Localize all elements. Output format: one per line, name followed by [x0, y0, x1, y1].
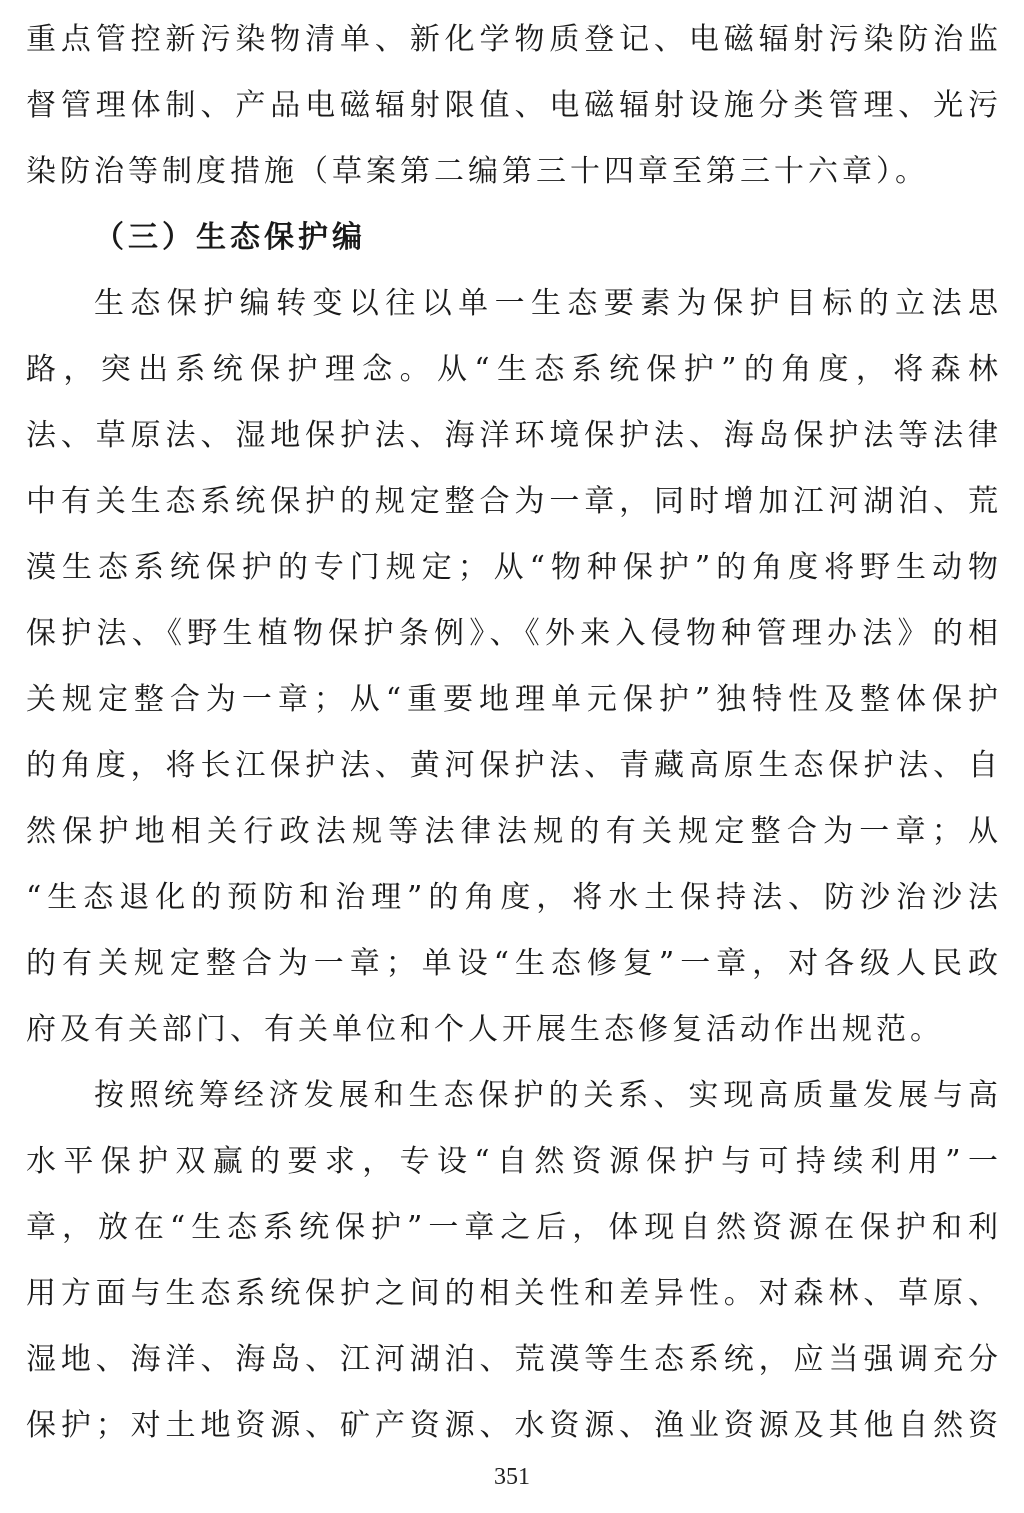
- text-line: 的角度，将长江保护法、黄河保护法、青藏高原生态保护法、自: [26, 748, 998, 783]
- text-line: 路，突出系统保护理念。从“生态系统保护”的角度，将森林: [26, 352, 998, 387]
- page-number: 351: [494, 1464, 530, 1490]
- text-line: 水平保护双赢的要求，专设“自然资源保护与可持续利用”一: [26, 1144, 998, 1179]
- text-line: “生态退化的预防和治理”的角度，将水土保持法、防沙治沙法: [26, 880, 998, 915]
- text-line: 保护法、《野生植物保护条例》、《外来入侵物种管理办法》的相: [26, 616, 998, 651]
- text-line: 湿地、海洋、海岛、江河湖泊、荒漠等生态系统，应当强调充分: [26, 1342, 998, 1377]
- text-line: 章，放在“生态系统保护”一章之后，体现自然资源在保护和利: [26, 1210, 998, 1245]
- text-line: 府及有关部门、有关单位和个人开展生态修复活动作出规范。: [26, 1012, 944, 1047]
- text-line: 督管理体制、产品电磁辐射限值、电磁辐射设施分类管理、光污: [26, 88, 998, 123]
- text-line: 漠生态系统保护的专门规定；从“物种保护”的角度将野生动物: [26, 550, 998, 585]
- text-line: 法、草原法、湿地保护法、海洋环境保护法、海岛保护法等法律: [26, 418, 998, 453]
- paragraph-start-line: 生态保护编转变以往以单一生态要素为保护目标的立法思: [94, 286, 998, 321]
- text-line: 中有关生态系统保护的规定整合为一章，同时增加江河湖泊、荒: [26, 484, 998, 519]
- text-line: 关规定整合为一章；从“重要地理单元保护”独特性及整体保护: [26, 682, 998, 717]
- text-line: 的有关规定整合为一章；单设“生态修复”一章，对各级人民政: [26, 946, 998, 981]
- paragraph-start-line: 按照统筹经济发展和生态保护的关系、实现高质量发展与高: [94, 1078, 998, 1113]
- text-line: 重点管控新污染物清单、新化学物质登记、电磁辐射污染防治监: [26, 22, 998, 57]
- text-line: 保护；对土地资源、矿产资源、水资源、渔业资源及其他自然资: [26, 1408, 998, 1443]
- text-line: 染防治等制度措施（草案第二编第三十四章至第三十六章）。: [26, 154, 929, 189]
- text-line: 用方面与生态系统保护之间的相关性和差异性。对森林、草原、: [26, 1276, 998, 1311]
- section-heading: （三）生态保护编: [94, 220, 366, 255]
- text-line: 然保护地相关行政法规等法律法规的有关规定整合为一章；从: [26, 814, 998, 849]
